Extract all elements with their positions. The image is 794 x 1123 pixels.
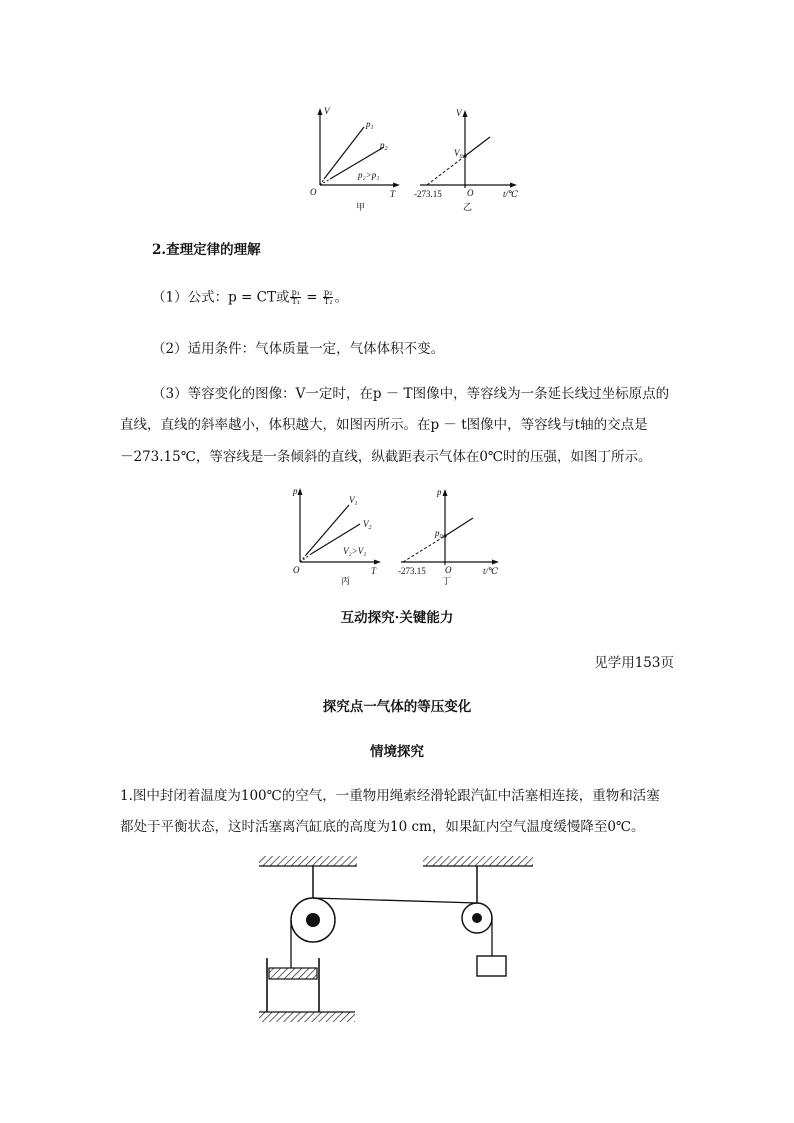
line-upper-label: $p_1$ (366, 119, 374, 131)
axis-y-label: p (293, 486, 298, 496)
figure-p-t-graph (285, 483, 395, 591)
graph-description-line-1: （3）等容变化的图像：V一定时，在p － T图像中，等容线为一条延长线过坐标原点的 (152, 386, 670, 402)
question-1-line-1: 1.图中封闭着温度为100℃的空气，一重物用绳索经滑轮跟汽缸中活塞相连接，重物和活塞 (120, 788, 660, 804)
fraction-p1-t1: $\frac{\text{p₁}}{\text{T₁}}$ (291, 288, 301, 307)
line-lower-label: $p_2$ (380, 140, 388, 152)
fraction-p2-t2: $\frac{\text{p₂}}{\text{T₂}}$ (323, 288, 333, 307)
formula-equals: = (302, 289, 322, 306)
axis-y-label: V (324, 106, 330, 116)
figure-v-t-graph (300, 100, 410, 215)
question-1-line-2: 都处于平衡状态，这时活塞离汽缸底的高度为10 cm，如果缸内空气温度缓慢降至0℃。 (120, 819, 645, 835)
formula-suffix: 。 (334, 289, 348, 306)
origin-label: O (445, 565, 452, 575)
origin-label: O (467, 188, 474, 198)
figure-caption: 乙 (463, 202, 473, 212)
line-upper-label: $V_1$ (349, 495, 358, 507)
figure-p-t-celsius-graph (395, 483, 507, 591)
graph-description-line-3: －273.15℃，等容线是一条倾斜的直线，纵截距表示气体在0℃时的压强，如图丁所示。 (120, 449, 652, 465)
figure-caption: 丙 (341, 576, 351, 586)
figure-caption: 丁 (442, 576, 452, 586)
pulley-cylinder-diagram (255, 852, 545, 1027)
section-title: 互动探究·关键能力 (340, 610, 454, 626)
axis-x-label: t/℃ (483, 566, 499, 576)
relation-label: p₂>p₁ (358, 170, 380, 180)
subsection-subtitle: 情境探究 (370, 744, 424, 760)
relation-label: V₂>V₁ (343, 546, 367, 556)
figure-caption: 甲 (356, 202, 366, 212)
line-lower-label: $V_2$ (363, 519, 372, 531)
origin-label: O (293, 565, 300, 575)
formula-line (152, 289, 348, 307)
figure-v-t-celsius-graph (410, 100, 525, 215)
axis-y-label: p (437, 487, 442, 497)
formula-prefix: （1）公式：p = CT或 (152, 289, 290, 306)
x-intercept-label: -273.15 (398, 566, 426, 576)
intercept-label: $p_0$ (435, 528, 443, 540)
axis-y-label: V (456, 108, 462, 118)
x-intercept-label: -273.15 (414, 189, 442, 199)
origin-label: O (310, 187, 317, 197)
axis-x-label: t/℃ (503, 189, 519, 199)
intercept-label: $V_0$ (454, 148, 463, 160)
axis-x-label: T (371, 566, 377, 576)
graph-description-line-2: 直线，直线的斜率越小，体积越大，如图丙所示。在p － t图像中，等容线与t轴的交点是 (120, 417, 648, 433)
axis-x-label: T (390, 189, 396, 199)
page-reference: 见学用153页 (594, 655, 674, 671)
condition-line: （2）适用条件：气体质量一定，气体体积不变。 (152, 341, 445, 357)
subsection-title: 探究点一气体的等压变化 (322, 699, 472, 715)
section-heading: 2.查理定律的理解 (152, 242, 261, 258)
